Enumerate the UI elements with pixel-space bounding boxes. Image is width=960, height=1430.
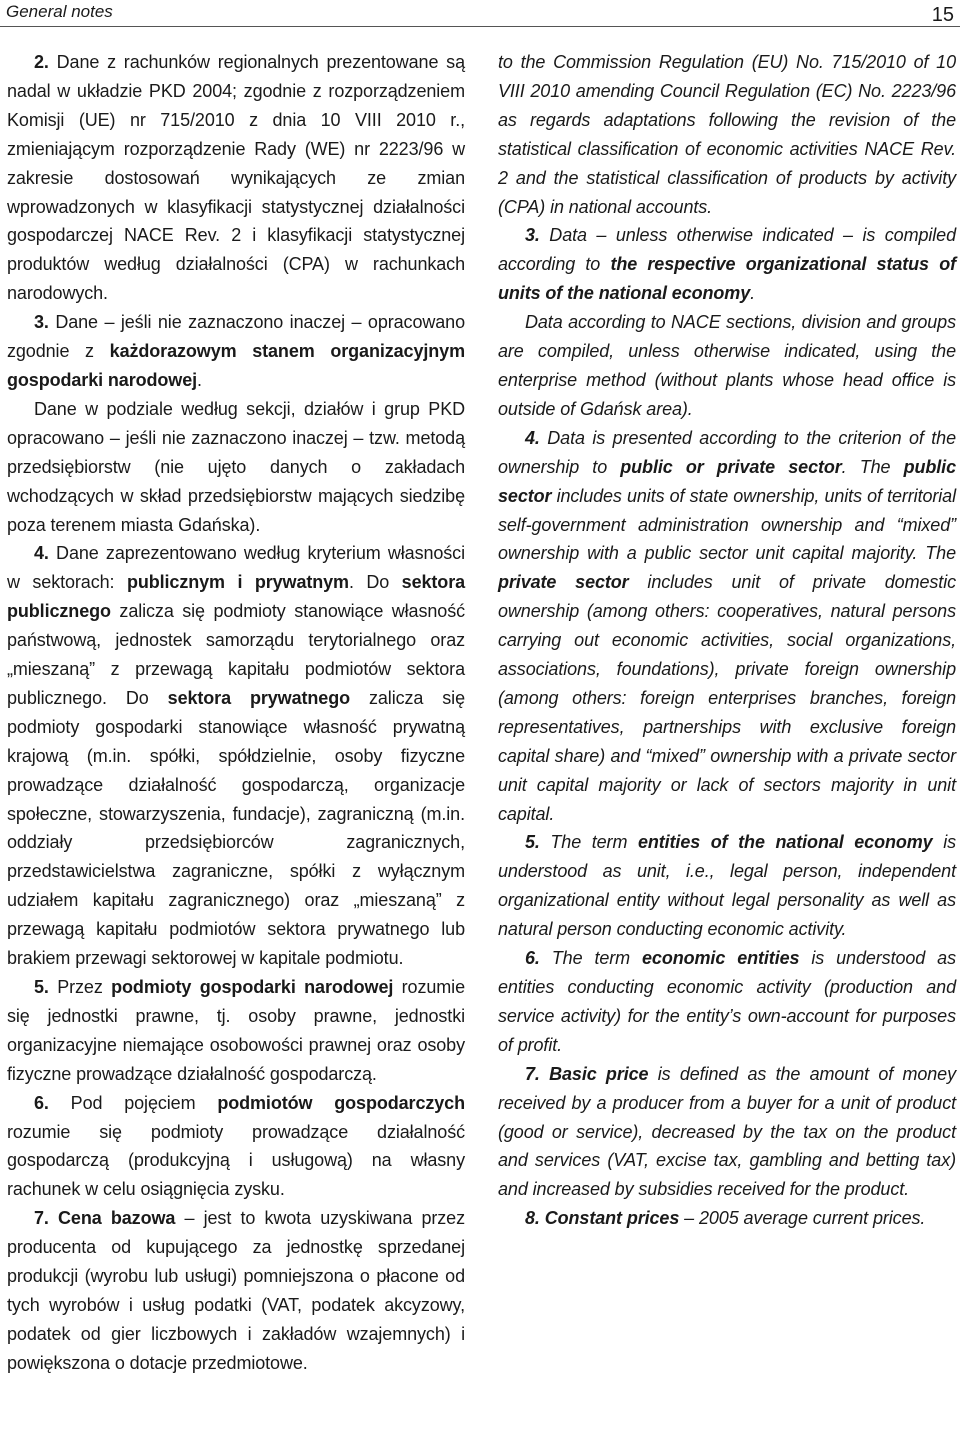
header-divider	[0, 26, 960, 27]
note-2-en-continued: to the Commission Regulation (EU) No. 715/2010 of 10 VIII 2010 amending Council Regulation (EC) No. 2223/96 as regards adaptations following the revision of the statistical classification of economic activities NACE Rev. 2 and the statistical classification of products by activity (CPA) in national accounts.	[498, 52, 956, 217]
note-4-pl: 4. Dane zaprezentowano według kryterium własności w sektorach: publicznym i prywatnym. Do sektora publicznego zalicza się podmioty stanowiące własność państwową, jednostek samorządu terytorialnego oraz „mieszaną” z przewagą kapitału podmiotów sektora publicznego. Do sektora prywatnego zalicza się podmioty gospodarki stanowiące własność prywatną krajową (m.in. spółki, spółdzielnie, osoby fizyczne prowadzące działalność gospodarczą, organizacje społeczne, stowarzyszenia, fundacje), zagraniczną (m.in. oddziały przedsiębiorców zagranicznych, przedstawicielstwa zagraniczne, spółki z wyłącznym udziałem kapitału zagranicznego) oraz „mieszaną” z przewagą kapitału podmiotów sektora prywatnego lub brakiem przewagi sektorowej w kapitale podmiotu.	[7, 543, 466, 969]
note-2-pl: 2. Dane z rachunków regionalnych prezentowane są nadal w układzie PKD 2004; zgodnie z rozporządzeniem Komisji (UE) nr 715/2010 z dnia 10 VIII 2010 r., zmieniającym rozporządzenie Rady (WE) nr 2223/96 w zakresie dostosowań wynikających ze zmian wprowadzonych w klasyfikacji statystycznej działalności gospodarczej NACE Rev. 2 i klasyfikacji statystycznej produktów według działalności (CPA) w rachunkach narodowych.	[7, 52, 465, 304]
note-3b-pl: Dane w podziale według sekcji, działów i grup PKD opracowano – jeśli nie zaznaczono inaczej – tzw. metodą przedsiębiorstw (nie ujęto danych o zakładach wchodzących w skład przedsiębiorstw mających siedzibę poza terenem miasta Gdańska).	[7, 398, 465, 535]
note-6-en: 6. The term economic entities is understood as entities conducting economic activity (production and service activity) for the entity’s own-account for purposes of profit.	[498, 948, 956, 1055]
note-3-pl: 3. Dane – jeśli nie zaznaczono inaczej – opracowano zgodnie z każdorazowym stanem organizacyjnym gospodarki narodowej.	[7, 312, 465, 390]
note-3b-en: Data according to NACE sections, division and groups are compiled, unless otherwise indicated, using the enterprise method (without plants whose head office is outside of Gdańsk area).	[498, 312, 956, 419]
note-5-pl: 5. Przez podmioty gospodarki narodowej rozumie się jednostki prawne, tj. osoby prawne, jednostki organizacyjne niemające osobowości prawnej oraz osoby fizyczne prowadzące działalność gospodarczą.	[7, 977, 465, 1084]
page-number: 15	[931, 4, 954, 26]
polish-column	[7, 48, 465, 1378]
section-title: General notes	[6, 2, 113, 21]
note-7-en: 7. Basic price is defined as the amount of money received by a producer from a buyer for a unit of product (good or service), decreased by the tax on the product and services (VAT, excise tax, gambling and betting tax) and increased by subsidies received for the product.	[498, 1063, 956, 1200]
note-7-pl: 7. Cena bazowa – jest to kwota uzyskiwana przez producenta od kupującego za jednostkę sprzedanej produkcji (wyrobu lub usługi) pomniejszona o płacone od tych wyrobów i usług podatki (VAT, podatek akcyzowy, podatek od gier liczbowych i zakładów wzajemnych) i powiększona o dotacje przedmiotowe.	[7, 1208, 465, 1373]
note-6-pl: 6. Pod pojęciem podmiotów gospodarczych rozumie się podmioty prowadzące działalność gospodarczą (produkcyjną i usługową) na własny rachunek w celu osiągnięcia zysku.	[7, 1092, 465, 1200]
note-4-en: 4. Data is presented according to the criterion of the ownership to public or private sector. The public sector includes units of state ownership, units of territorial self-government administration ownership and “mixed” ownership with a public sector unit capital majority. The private sector includes unit of private domestic ownership (among others: cooperatives, natural persons carrying out economic activities, social organizations, associations, foundations), private foreign ownership (among others: foreign enterprises branches, foreign representatives, partnerships with exclusive foreign capital share) and “mixed” ownership with a private sector unit capital majority or lack of sectors majority in unit capital.	[498, 427, 957, 824]
note-3-en: 3. Data – unless otherwise indicated – is compiled according to the respective organizational status of units of the national economy.	[498, 225, 956, 304]
running-header	[0, 0, 960, 27]
note-8-en: 8. Constant prices – 2005 average current prices.	[525, 1208, 926, 1229]
note-5-en: 5. The term entities of the national economy is understood as unit, i.e., legal person, independent organizational entity without legal personality as well as natural person conducting economic activity.	[498, 832, 956, 940]
english-column	[498, 48, 956, 1233]
